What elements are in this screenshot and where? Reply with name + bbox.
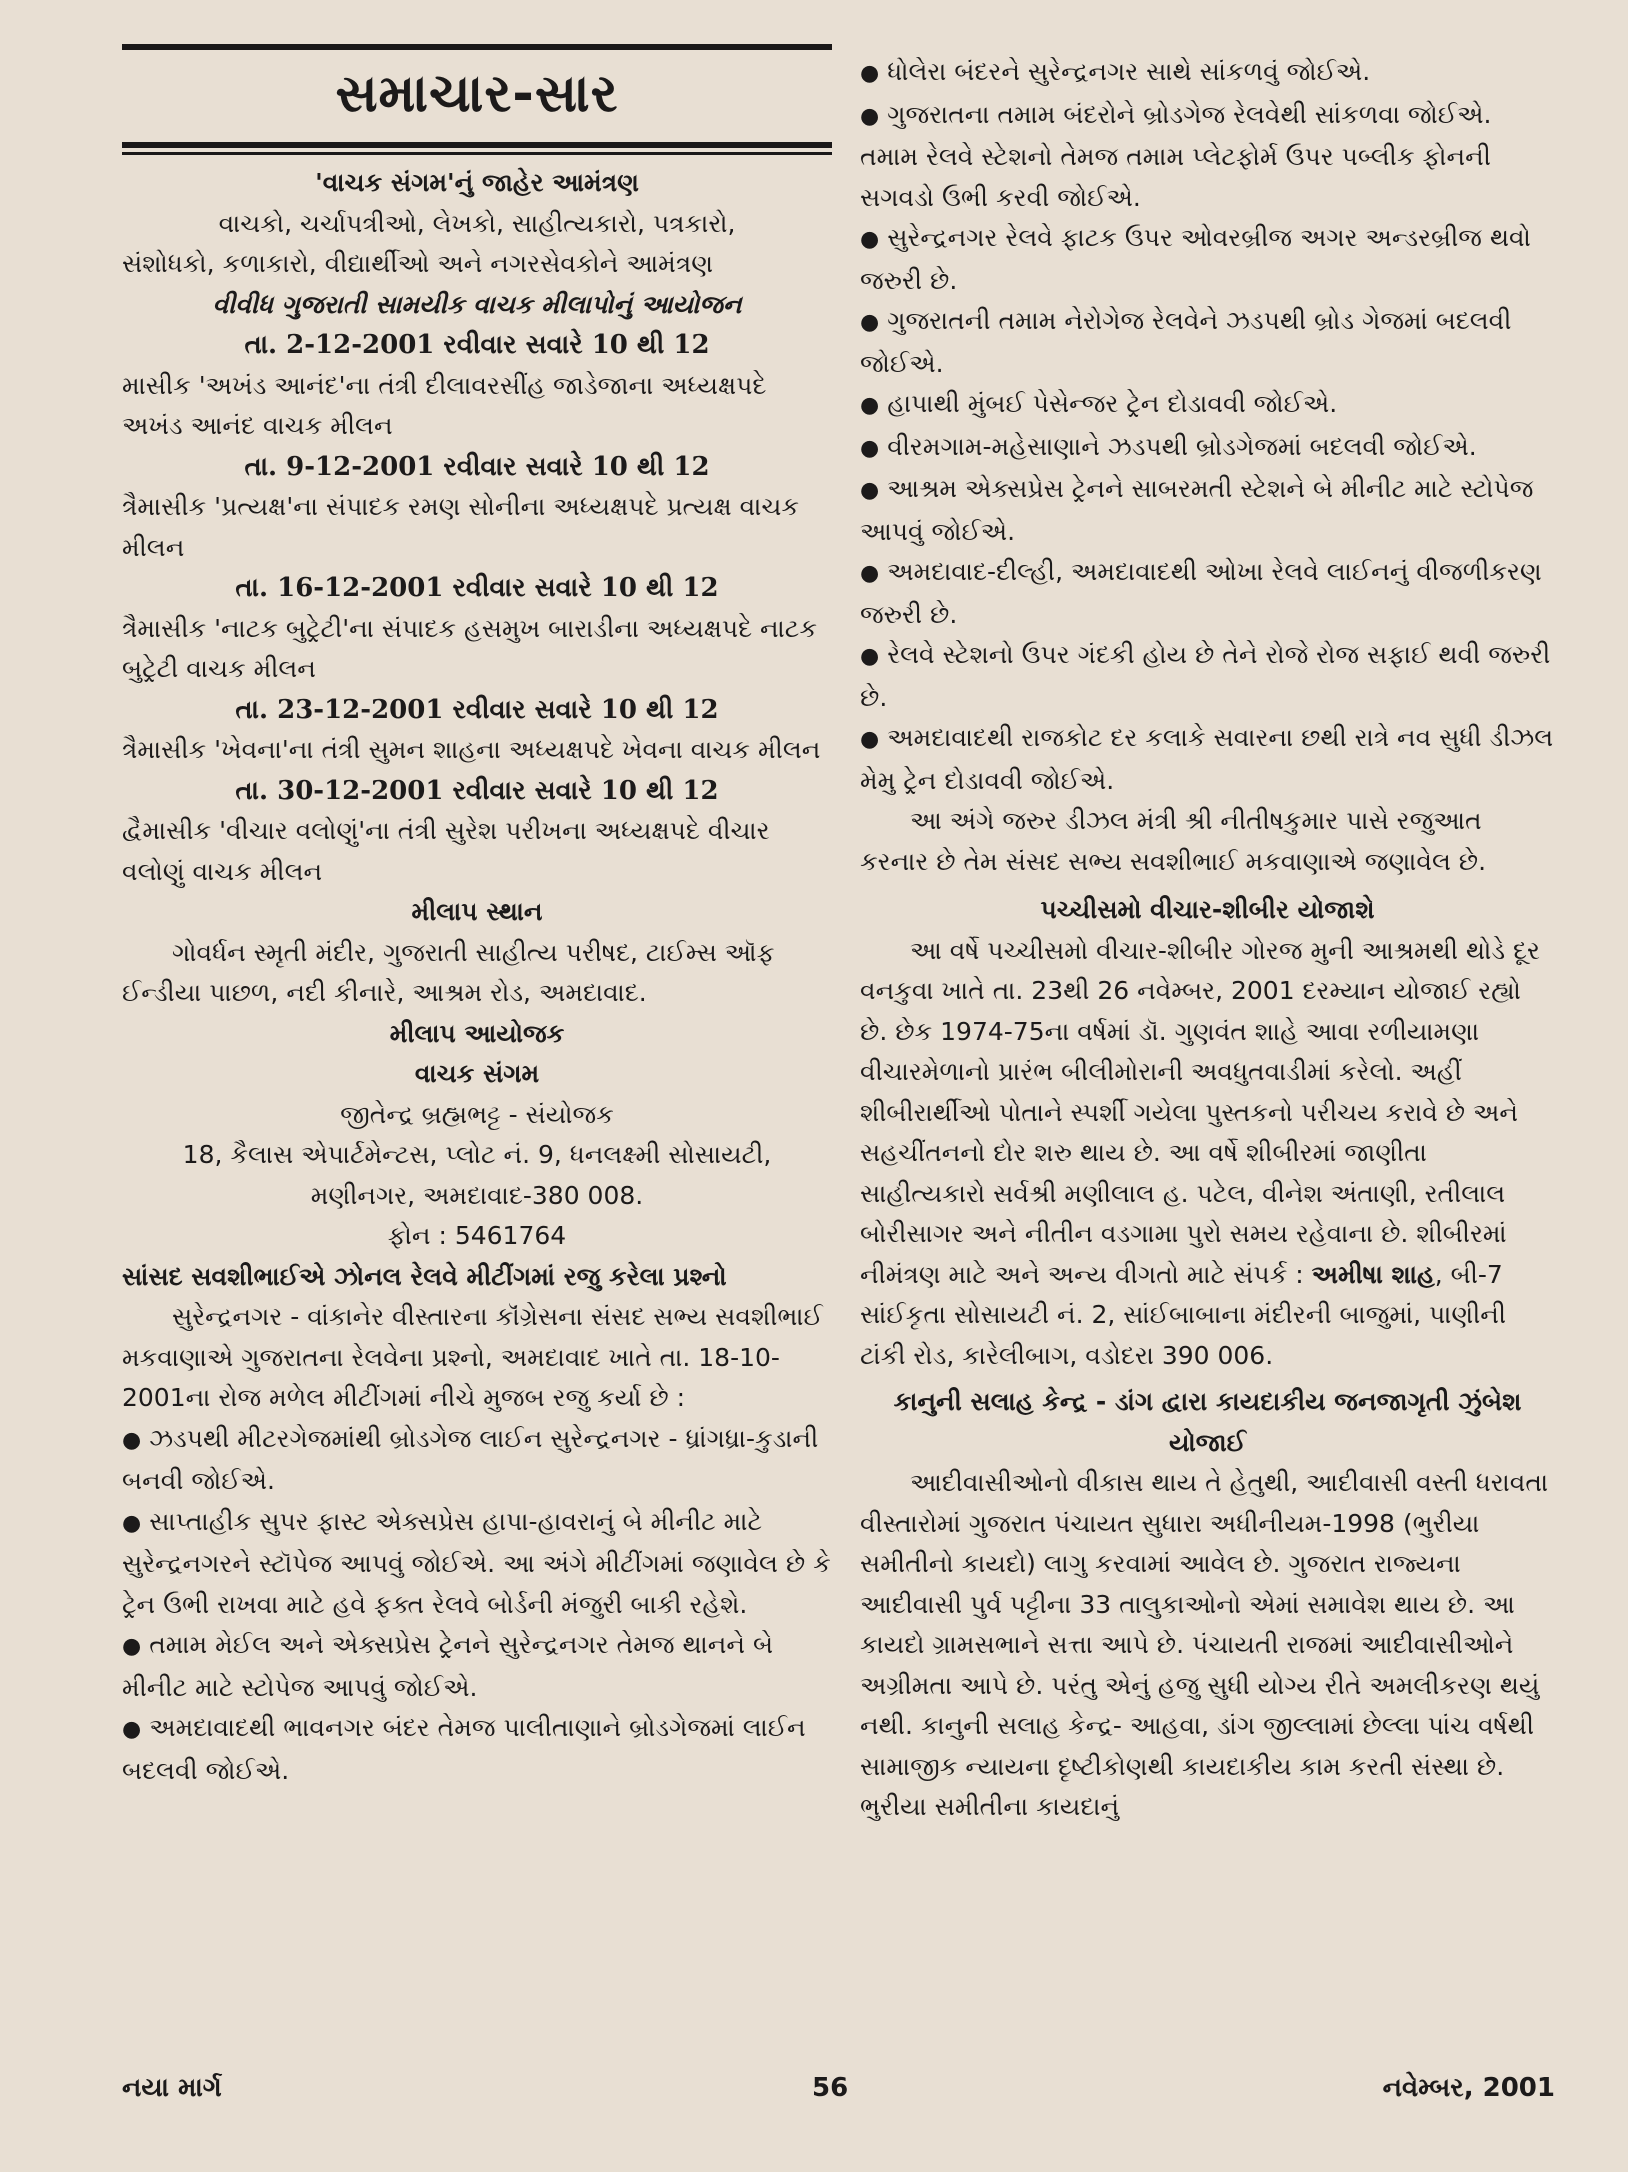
event-text: ત્રૈમાસીક 'ખેવના'ના તંત્રી સુમન શાહના અધ્યક્ષપદે ખેવના વાચક મીલન — [122, 735, 821, 764]
event-date: તા. 9-12-2001 રવીવાર સવારે 10 થી 12 — [244, 451, 710, 482]
railway-bullet: ● અમદાવાદથી રાજકોટ દર કલાકે સવારના છથી રાત્રે નવ સુધી ડીઝલ મેમુ ટ્રેન દોડાવવી જોઈએ. — [860, 718, 1555, 801]
event-date: તા. 30-12-2001 રવીવાર સવારે 10 થી 12 — [235, 775, 719, 806]
camp-body: આ વર્ષે પચ્ચીસમો વીચાર-શીબીર ગોરજ મુની આશ્રમથી થોડે દૂર વનકુવા ખાતે તા. 23થી 26 નવેમ્બર, 2001 દરમ્યાન યોજાઈ રહ્યો છે. છેક 1974-75ના વર્ષમાં ડૉ. ગુણવંત શાહે આવા રળીયામણા વીચારમેળાનો પ્રારંભ બીલીમોરાની અવધુતવાડીમાં કરેલો. અહીં શીબીરાર્થીઓ પોતાને સ્પર્શી ગયેલા પુસ્તકનો પરીચય કરાવે છે અને સહચીંતનનો દોર શરુ થાય છે. આ વર્ષે શીબીરમાં જાણીતા સાહીત્યકારો સર્વશ્રી મણીલાલ હ. પટેલ, વીનેશ અંતાણી, રતીલાલ બોરીસાગર અને નીતીન વડગામા પુરો સમય રહેવાના છે. શીબીરમાં નીમંત્રણ માટે અને અન્ય વીગતો માટે — [860, 935, 1540, 1289]
masthead-rule-bottom — [122, 142, 832, 148]
camp-contact-address: , બી-7 સાંઈકૃતા સોસાયટી નં. 2, સાંઈબાબાના મંદીરની બાજુમાં, પાણીની ટાંકી રોડ, કારેલીબાગ, વડોદરા 390 006. — [860, 1259, 1507, 1370]
railway-bullet: ● ગુજરાતની તમામ નેરોગેજ રેલવેને ઝડપથી બ્રોડ ગેજમાં બદલવી જોઈએ. — [860, 301, 1555, 384]
legal-heading: કાનુની સલાહ કેન્દ્ર - ડાંગ દ્વારા કાયદાકીય જનજાગૃતી ઝુંબેશ યોજાઈ — [893, 1387, 1522, 1457]
railway-closing: આ અંગે જરુર ડીઝલ મંત્રી શ્રી નીતીષકુમાર પાસે રજુઆત કરનાર છે તેમ સંસદ સભ્ય સવશીભાઈ મકવાણાએ જણાવેલ છે. — [860, 806, 1487, 876]
invite-subtitle: વીવીધ ગુજરાતી સામયીક વાચક મીલાપોનું આયોજન — [212, 289, 742, 319]
railway-bullet: ● તમામ મેઈલ અને એક્સપ્રેસ ટ્રેનને સુરેન્દ્રનગર તેમજ થાનને બે મીનીટ માટે સ્ટોપેજ આપવું જોઈએ. — [122, 1625, 832, 1708]
railway-bullet: ● આશ્રમ એક્સપ્રેસ ટ્રેનને સાબરમતી સ્ટેશને બે મીનીટ માટે સ્ટોપેજ આપવું જોઈએ. — [860, 469, 1555, 552]
railway-bullet: ● ધોલેરા બંદરને સુરેન્દ્રનગર સાથે સાંકળવું જોઈએ. — [860, 52, 1555, 95]
railway-heading: સાંસદ સવશીભાઈએ ઝોનલ રેલવે મીટીંગમાં રજુ કરેલા પ્રશ્નો — [122, 1261, 727, 1291]
venue-text: ગોવર્ધન સ્મૃતી મંદીર, ગુજરાતી સાહીત્ય પરીષદ, ટાઈમ્સ ઑફ ઈન્ડીયા પાછળ, નદી કીનારે, આશ્રમ રોડ, અમદાવાદ. — [122, 937, 775, 1007]
convener: જીતેન્દ્ર બ્રહ્મભટ્ટ - સંયોજક — [340, 1099, 614, 1129]
organizer-heading: મીલાપ આયોજક — [389, 1018, 565, 1048]
railway-intro: સુરેન્દ્રનગર - વાંકાનેર વીસ્તારના કૉંગ્રેસના સંસદ સભ્ય સવશીભાઈ મકવાણાએ ગુજરાતના રેલવેના પ્રશ્નો, અમદાવાદ ખાતે તા. 18-10-2001ના રોજ મળેલ મીટીંગમાં નીચે મુજબ રજુ કર્યા છે : — [122, 1302, 823, 1412]
left-column — [122, 44, 832, 1791]
railway-bullet: ● અમદાવાદ-દીલ્હી, અમદાવાદથી ઓખા રેલવે લાઈનનું વીજળીકરણ જરુરી છે. — [860, 552, 1555, 635]
legal-text: આદીવાસીઓનો વીકાસ થાય તે હેતુથી, આદીવાસી વસ્તી ધરાવતા વીસ્તારોમાં ગુજરાત પંચાયત સુધારા અધીનીયમ-1998 (ભુરીયા સમીતીનો કાયદો) લાગુ કરવામાં આવેલ છે. ગુજરાત રાજ્યના આદીવાસી પુર્વ પટ્ટીના 33 તાલુકાઓનો એમાં સમાવેશ થાય છે. આ કાયદો ગ્રામસભાને સત્તા આપે છે. પંચાયતી રાજમાં આદીવાસીઓને અગ્રીમતા આપે છે. પરંતુ એનું હજુ સુધી યોગ્ય રીતે અમલીકરણ થયું નથી. કાનુની સલાહ કેન્દ્ર- આહવા, ડાંગ જીલ્લામાં છેલ્લા પાંચ વર્ષથી સામાજીક ન્યાયના દૃષ્ટીકોણથી કાયદાકીય કામ કરતી સંસ્થા છે. ભુરીયા સમીતીના કાયદાનું — [860, 1468, 1549, 1821]
event-text: ત્રૈમાસીક 'પ્રત્યક્ષ'ના સંપાદક રમણ સોનીના અધ્યક્ષપદે પ્રત્યક્ષ વાચક મીલન — [122, 492, 799, 562]
masthead-rule-top — [122, 44, 832, 50]
camp-contact-name: અમીષા શાહ — [1311, 1259, 1435, 1289]
event-date: તા. 2-12-2001 રવીવાર સવારે 10 થી 12 — [244, 330, 710, 360]
railway-bullet: ● અમદાવાદથી ભાવનગર બંદર તેમજ પાલીતાણાને બ્રોડગેજમાં લાઈન બદલવી જોઈએ. — [122, 1708, 832, 1791]
magazine-name: નયા માર્ગ — [122, 2073, 222, 2103]
event-text: ત્રૈમાસીક 'નાટક બુટ્રેટી'ના સંપાદક હસમુખ બારાડીના અધ્યક્ષપદે નાટક બુટ્રેટી વાચક મીલન — [122, 613, 817, 683]
railway-bullet: ● સાપ્તાહીક સુપર ફાસ્ટ એક્સપ્રેસ હાપા-હાવરાનું બે મીનીટ માટે સુરેન્દ્રનગરને સ્ટૉપેજ આપવું જોઈએ. આ અંગે મીટીંગમાં જણાવેલ છે કે ટ્રેન ઉભી રાખવા માટે હવે ફક્ત રેલવે બોર્ડની મંજુરી બાકી રહેશે. — [122, 1502, 832, 1626]
invite-line-2: સંશોધકો, કળાકારો, વીદ્યાર્થીઓ અને નગરસેવકોને આમંત્રણ — [122, 249, 714, 278]
railway-bullet: ● હાપાથી મુંબઈ પેસેન્જર ટ્રેન દોડાવવી જોઈએ. — [860, 384, 1555, 427]
camp-heading: પચ્ચીસમો વીચાર-શીબીર યોજાશે — [1040, 895, 1375, 924]
event-text: માસીક 'અખંડ આનંદ'ના તંત્રી દીલાવરસીંહ જાડેજાના અધ્યક્ષપદે અખંડ આનંદ વાચક મીલન — [122, 370, 767, 440]
address-line-2: મણીનગર, અમદાવાદ-380 008. — [310, 1180, 644, 1210]
event-text: દ્વૈમાસીક 'વીચાર વલોણું'ના તંત્રી સુરેશ પરીખના અધ્યક્ષપદે વીચાર વલોણું વાચક મીલન — [122, 816, 770, 886]
issue-date: નવેમ્બર, 2001 — [1382, 2073, 1555, 2103]
invite-title: 'વાચક સંગમ'નું જાહેર આમંત્રણ — [315, 168, 639, 197]
invite-line-1: વાચકો, ચર્ચાપત્રીઓ, લેખકો, સાહીત્યકારો, પત્રકારો, — [218, 208, 736, 238]
right-column — [860, 52, 1555, 1828]
section-masthead: સમાચાર-સાર — [335, 64, 619, 124]
camp-contact-label: સંપર્ક : — [1233, 1259, 1304, 1289]
railway-bullet: ● વીરમગામ-મહેસાણાને ઝડપથી બ્રોડગેજમાં બદલવી જોઈએ. — [860, 427, 1555, 470]
page-number: 56 — [812, 2073, 849, 2103]
venue-heading: મીલાપ સ્થાન — [411, 897, 543, 926]
railway-bullet: ● ગુજરાતના તમામ બંદરોને બ્રોડગેજ રેલવેથી સાંકળવા જોઈએ. તમામ રેલવે સ્ટેશનો તેમજ તમામ પ્લેટફોર્મ ઉપર પબ્લીક ફોનની સગવડો ઉભી કરવી જોઈએ. — [860, 95, 1555, 219]
organizer-name: વાચક સંગમ — [414, 1059, 540, 1088]
masthead-rule-thin — [122, 152, 832, 155]
railway-bullet: ● સુરેન્દ્રનગર રેલવે ફાટક ઉપર ઓવરબ્રીજ અગર અન્ડરબ્રીજ થવો જરુરી છે. — [860, 218, 1555, 301]
address-line-1: 18, કૈલાસ એપાર્ટમેન્ટસ, પ્લોટ નં. 9, ધનલક્ષ્મી સોસાયટી, — [182, 1140, 772, 1169]
railway-bullet: ● ઝડપથી મીટરગેજમાંથી બ્રોડગેજ લાઈન સુરેન્દ્રનગર - ધ્રાંગધ્રા-કુડાની બનવી જોઈએ. — [122, 1419, 832, 1502]
event-date: તા. 16-12-2001 રવીવાર સવારે 10 થી 12 — [235, 573, 719, 603]
page-footer — [122, 2073, 1555, 2113]
event-date: તા. 23-12-2001 રવીવાર સવારે 10 થી 12 — [235, 694, 719, 725]
railway-bullet: ● રેલવે સ્ટેશનો ઉપર ગંદકી હોય છે તેને રોજે રોજ સફાઈ થવી જરુરી છે. — [860, 635, 1555, 718]
phone: ફોન : 5461764 — [387, 1221, 567, 1250]
camp-text — [860, 931, 1555, 1377]
